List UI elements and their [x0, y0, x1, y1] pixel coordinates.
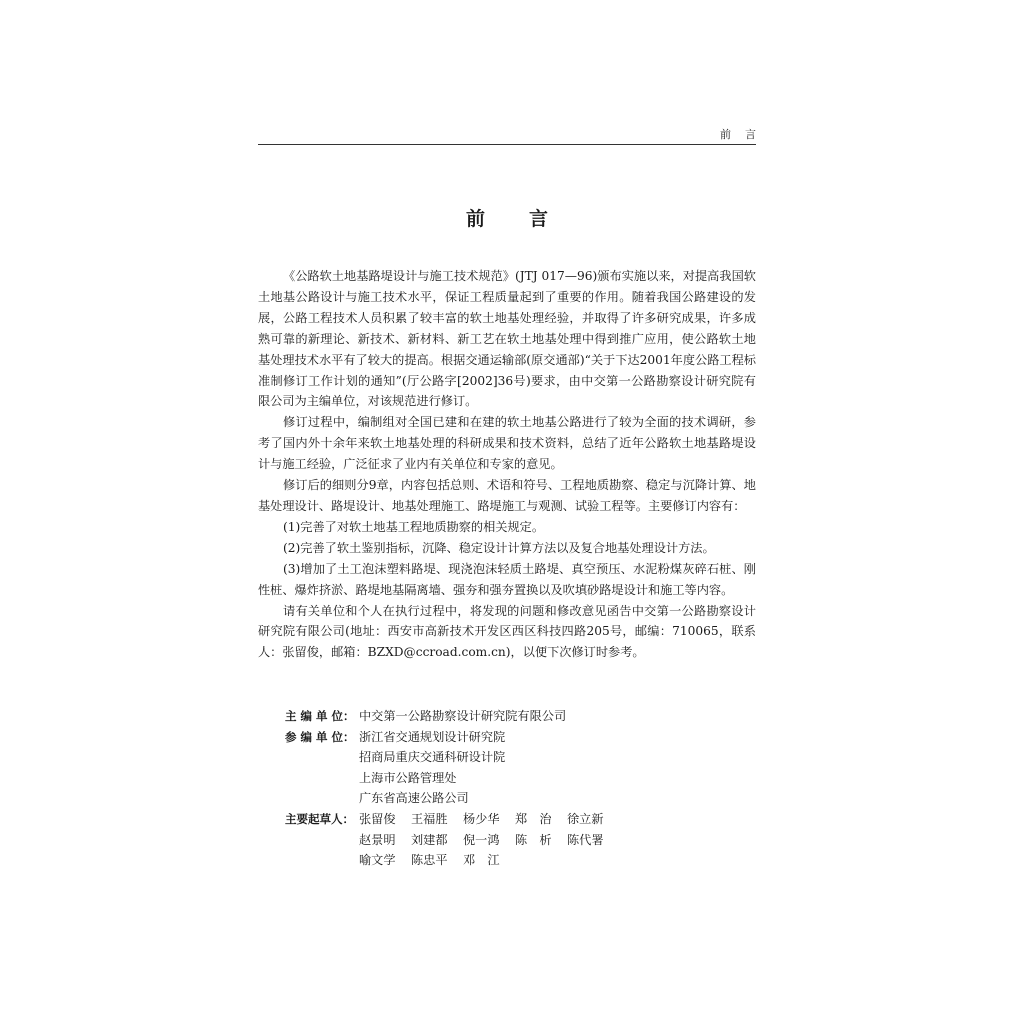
- preface-body: [258, 266, 756, 663]
- participating-unit: 招商局重庆交通科研设计院: [359, 750, 506, 765]
- page-title: 前言: [465, 208, 592, 230]
- drafter-name: 陈 析: [515, 832, 552, 847]
- drafter-name: 杨少华: [463, 811, 500, 826]
- drafters-label: 主要起草人：: [285, 811, 354, 826]
- credits-block: [285, 706, 705, 871]
- participating-units-label: 参 编 单 位：: [285, 729, 355, 744]
- drafters-row: [285, 809, 705, 871]
- paragraph-feedback: 请有关单位和个人在执行过程中，将发现的问题和修改意见函告中交第一公路勘察设计研究院有限公司(地址：西安市高新技术开发区西区科技四路205号，邮编：710065，联系人：张留俊，邮箱：BZXD@ccroad.com.cn)，以便下次修订时参考。: [258, 603, 756, 660]
- drafter-name: 王福胜: [411, 811, 448, 826]
- list-item-2: (2)完善了软土鉴别指标，沉降、稳定设计计算方法以及复合地基处理设计方法。: [283, 540, 715, 555]
- drafters-line: [359, 809, 705, 830]
- participating-unit: 浙江省交通规划设计研究院: [359, 729, 506, 744]
- drafters-line: [359, 830, 705, 851]
- drafter-name: 陈忠平: [411, 853, 448, 868]
- drafters-line: [359, 850, 705, 871]
- drafter-name: 张留俊: [359, 811, 396, 826]
- chief-unit-row: [285, 706, 705, 727]
- participating-units-row: [285, 727, 705, 809]
- drafter-name: 陈代署: [567, 832, 604, 847]
- paragraph-revision-contents: 修订后的细则分9章，内容包括总则、术语和符号、工程地质勘察、稳定与沉降计算、地基处理设计、路堤设计、地基处理施工、路堤施工与观测、试验工程等。主要修订内容有：: [258, 478, 756, 513]
- drafter-name: 徐立新: [567, 811, 604, 826]
- paragraph-background: 《公路软土地基路堤设计与施工技术规范》(JTJ 017—96)颁布实施以来，对提高我国软土地基公路设计与施工技术水平，保证工程质量起到了重要的作用。随着我国公路建设的发展，公路工程技术人员积累了较丰富的软土地基处理经验，并取得了许多研究成果，许多成熟可靠的新理论、新技术、新材料、新工艺在软土地基处理中得到推广应用，使公路软土地基处理技术水平有了较大的提高。根据交通运输部(原交通部)“关于下达2001年度公路工程标准制修订工作计划的通知”(厅公路字[2002]36号)要求，由中交第一公路勘察设计研究院有限公司为主编单位，对该规范进行修订。: [258, 269, 756, 409]
- running-head-text: 前言: [720, 128, 770, 141]
- drafter-name: 刘建都: [411, 832, 448, 847]
- list-item-1: (1)完善了对软土地基工程地质勘察的相关规定。: [283, 519, 545, 534]
- participating-unit: 上海市公路管理处: [359, 770, 457, 785]
- drafter-name: 郑 治: [515, 811, 552, 826]
- paragraph-revision-process: 修订过程中，编制组对全国已建和在建的软土地基公路进行了较为全面的技术调研，参考了国内外十余年来软土地基处理的科研成果和技术资料，总结了近年公路软土地基路堤设计与施工经验，广泛征求了业内有关单位和专家的意见。: [258, 415, 756, 472]
- drafter-name: 赵景明: [359, 832, 396, 847]
- drafter-name: 邓 江: [463, 853, 500, 868]
- chief-unit-label: 主 编 单 位：: [285, 709, 355, 723]
- list-item-3: (3)增加了土工泡沫塑料路堤、现浇泡沫轻质土路堤、真空预压、水泥粉煤灰碎石桩、刚性桩、爆炸挤淤、路堤地基隔离墙、强夯和强夯置换以及吹填砂路堤设计和施工等内容。: [258, 561, 756, 597]
- drafter-name: 倪一鸿: [463, 832, 500, 847]
- running-head: [258, 120, 770, 145]
- drafter-name: 喻文学: [359, 853, 396, 868]
- chief-unit-value: 中交第一公路勘察设计研究院有限公司: [359, 709, 567, 723]
- participating-unit: 广东省高速公路公司: [359, 791, 469, 806]
